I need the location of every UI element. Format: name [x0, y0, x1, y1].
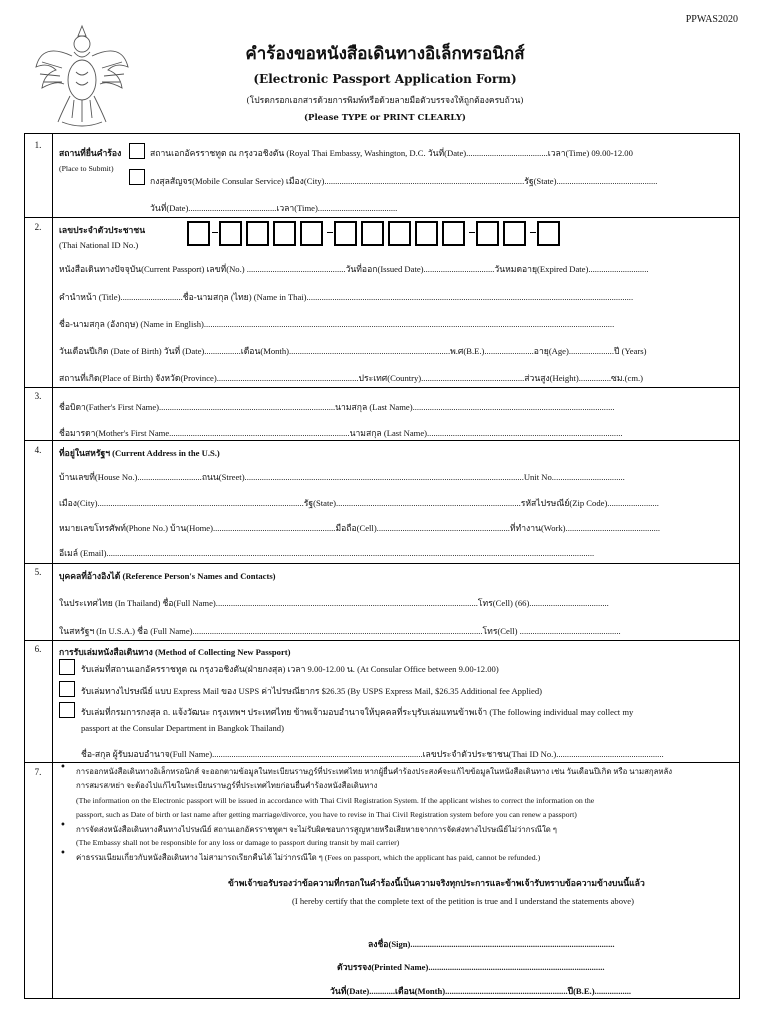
- id-digit-box[interactable]: [246, 221, 269, 246]
- mobile-consular-date-time[interactable]: วันที่(Date).........................................เวลา(Time).....................................: [150, 203, 398, 213]
- form-title-english: (Electronic Passport Application Form): [253, 72, 517, 86]
- bangkok-pickup-option-cont: passport at the Consular Department in Bangkok Thailand): [81, 723, 284, 733]
- father-name-field[interactable]: ชื่อบิดา(Father's First Name)..................................................................................นามสกุล (Last Name)..............................................................................................: [59, 402, 615, 412]
- note-2-english: (The Embassy shall not be responsible for any loss or damage to passport during transit by mail carrier): [76, 838, 400, 847]
- city-state-zip-field[interactable]: เมือง(City)................................................................................................รัฐ(State)......................................................................................รหัสไปรษณีย์(Zip Code)........................: [59, 498, 659, 508]
- instruction-thai: (โปรดกรอกเอกสารด้วยการพิมพ์หรือด้วยลายมือตัวบรรจงให้ถูกต้องครบถ้วน): [246, 96, 524, 106]
- note-3: ค่าธรรมเนียมเกี่ยวกับหนังสือเดินทาง ไม่สามารถเรียกคืนได้ ไม่ว่ากรณีใด ๆ (Fees on passport, which the applicant has paid, cannot be refunded.): [76, 853, 541, 862]
- date-of-birth-field[interactable]: วันเดือนปีเกิด (Date of Birth) วันที่ (Date).................เดือน(Month)...........................................................................พ.ศ(B.E.).......................อายุ(Age).....................ปี (Years): [59, 346, 647, 356]
- phone-field[interactable]: หมายเลขโทรศัพท์(Phone No.) บ้าน(Home).........................................................มือถือ(Cell)..............................................................ที่ทำงาน(Work)............................................: [59, 523, 661, 533]
- section-3-number: 3.: [34, 391, 42, 401]
- id-digit-box[interactable]: [442, 221, 465, 246]
- id-digit-box[interactable]: [388, 221, 411, 246]
- id-digit-box[interactable]: [537, 221, 560, 246]
- id-separator: [327, 232, 333, 233]
- row-divider: [24, 563, 740, 564]
- signature-field[interactable]: ลงชื่อ(Sign)...............................................................................................: [368, 939, 615, 949]
- note-1-english: (The information on the Electronic passport will be issued in accordance with Thai Civil Registration System. If the applicant wishes to correct the information on the: [76, 796, 595, 805]
- place-to-submit-label-en: (Place to Submit): [59, 164, 114, 173]
- note-1-english-cont: passport, such as Date of birth or last name after getting marriage/divorce, you have to revise in Thai Civil Registration system before you can renew a passport): [76, 810, 577, 819]
- usps-mail-option: รับเล่มทางไปรษณีย์ แบบ Express Mail ของ USPS ค่าไปรษณียากร $26.35 (By USPS Express Mail, $26.35 Additional fee Applied): [81, 686, 543, 696]
- section-4-number: 4.: [34, 445, 42, 455]
- row-divider: [24, 640, 740, 641]
- embassy-checkbox[interactable]: [129, 143, 145, 159]
- id-digit-box[interactable]: [219, 221, 242, 246]
- reference-thailand-field[interactable]: ในประเทศไทย (In Thailand) ชื่อ(Full Name)..........................................................................................................................โทร(Cell) (66).....................................: [59, 598, 609, 608]
- title-name-thai-field[interactable]: คำนำหน้า (Title).............................ชื่อ-นามสกุล (ไทย) (Name in Thai)........................................................................................................................................................: [59, 292, 634, 302]
- current-passport-field[interactable]: หนังสือเดินทางปัจจุบัน(Current Passport) เลขที่(No.) ..............................................วันที่ออก(Issued Date).................................วันหมดอายุ(Expired Date)............................: [59, 264, 649, 274]
- mobile-consular-option[interactable]: กงสุลสัญจร(Mobile Consular Service) เมือง(City).............................................................................................รัฐ(State)...............................................: [150, 176, 658, 186]
- address-heading: ที่อยู่ในสหรัฐฯ (Current Address in the U.S.): [59, 448, 220, 458]
- note-1-thai: การออกหนังสือเดินทางอิเล็กทรอนิกส์ จะออกตามข้อมูลในทะเบียนราษฎร์ที่ประเทศไทย หากผู้ยื่นคำร้องประสงค์จะแก้ไขข้อมูลในหนังสือเดินทาง เช่น วันเดือนปีเกิด หรือ นามสกุลหลัง: [76, 767, 673, 776]
- section-5-number: 5.: [34, 567, 42, 577]
- bullet-icon: •: [60, 762, 66, 773]
- collection-method-heading: การรับเล่มหนังสือเดินทาง (Method of Collecting New Passport): [59, 647, 291, 657]
- mother-name-field[interactable]: ชื่อมารดา(Mother's First Name....................................................................................นามสกุล (Last Name)...........................................................................................: [59, 428, 623, 438]
- number-column-divider: [52, 133, 53, 999]
- row-divider: [24, 440, 740, 441]
- form-title-thai: คำร้องขอหนังสือเดินทางอิเล็กทรอนิกส์: [245, 44, 525, 64]
- section-2-number: 2.: [34, 222, 42, 232]
- row-divider: [24, 217, 740, 218]
- instruction-english: (Please TYPE or PRINT CLEARLY): [304, 113, 466, 123]
- id-digit-box[interactable]: [273, 221, 296, 246]
- bullet-icon: •: [60, 820, 66, 831]
- place-of-birth-field[interactable]: สถานที่เกิด(Place of Birth) จังหวัด(Province)..................................................................ประเทศ(Country)................................................ส่วนสูง(Height)...............ซม.(cm.): [59, 373, 644, 383]
- bullet-icon: •: [60, 848, 66, 859]
- id-digit-box[interactable]: [334, 221, 357, 246]
- form-code: PPWAS2020: [685, 14, 738, 25]
- place-to-submit-label: สถานที่ยื่นคำร้อง: [59, 148, 122, 158]
- id-digit-box[interactable]: [476, 221, 499, 246]
- note-1-thai-cont: การสมรส/หย่า จะต้องไปแก้ไขในทะเบียนราษฎร์ที่ประเทศไทยก่อนยื่นคำร้องหนังสือเดินทาง: [76, 781, 378, 790]
- bangkok-pickup-checkbox[interactable]: [59, 702, 75, 718]
- bangkok-pickup-option: รับเล่มที่กรมการกงสุล ถ. แจ้งวัฒนะ กรุงเทพฯ ประเทศไทย ข้าพเจ้ามอบอำนาจให้บุคคลที่ระบุรับเล่มแทนข้าพเจ้า (The following individual may collect my: [81, 707, 634, 717]
- row-divider: [24, 762, 740, 763]
- name-english-field[interactable]: ชื่อ-นามสกุล (อังกฤษ) (Name in English)...............................................................................................................................................................................................: [59, 319, 615, 329]
- section-1-number: 1.: [34, 140, 42, 150]
- note-2-thai: การจัดส่งหนังสือเดินทางคืนทางไปรษณีย์ สถานเอกอัครราชทูตฯ จะไม่รับผิดชอบการสูญหายหรือเสียหายจากการจัดส่งทางไปรษณีย์ไม่ว่ากรณีใด ๆ: [76, 825, 557, 834]
- certification-english: (I hereby certify that the complete text of the petition is true and I understand the statements above): [292, 896, 634, 906]
- pickup-embassy-option: รับเล่มที่สถานเอกอัครราชทูต ณ กรุงวอชิงตัน(ฝ่ายกงสุล) เวลา 9.00-12.00 น. (At Consular Office between 9.00-12.00): [81, 664, 499, 674]
- id-digit-box[interactable]: [415, 221, 438, 246]
- authorized-person-field[interactable]: ชื่อ-สกุล ผู้รับมอบอำนาจ(Full Name)..................................................................................................เลขประจำตัวประชาชน(Thai ID No.)..................................................: [81, 749, 664, 759]
- row-divider: [24, 387, 740, 388]
- section-6-number: 6.: [34, 644, 42, 654]
- reference-heading: บุคคลที่อ้างอิงได้ (Reference Person's Names and Contacts): [59, 571, 276, 581]
- reference-usa-field[interactable]: ในสหรัฐฯ (In U.S.A.) ชื่อ (Full Name).......................................................................................................................................โทร(Cell) ...............................................: [59, 626, 621, 636]
- certification-thai: ข้าพเจ้าขอรับรองว่าข้อความที่กรอกในคำร้องนี้เป็นความจริงทุกประการและข้าพเจ้ารับทราบข้อความข้างบนนี้แล้ว: [228, 878, 645, 888]
- thai-id-label: เลขประจำตัวประชาชน: [59, 225, 146, 235]
- id-separator: [530, 232, 536, 233]
- id-digit-box[interactable]: [187, 221, 210, 246]
- usps-mail-checkbox[interactable]: [59, 681, 75, 697]
- signature-date-field[interactable]: วันที่(Date)............เดือน(Month).........................................................ปี(B.E.).................: [330, 986, 632, 996]
- id-digit-box[interactable]: [503, 221, 526, 246]
- email-field[interactable]: อีเมล์ (Email)...................................................................................................................................................................................................................................: [59, 548, 595, 558]
- id-separator: [469, 232, 475, 233]
- thai-id-label-en: (Thai National ID No.): [59, 240, 139, 250]
- mobile-consular-checkbox[interactable]: [129, 169, 145, 185]
- id-separator: [212, 232, 218, 233]
- embassy-option: สถานเอกอัครราชทูต ณ กรุงวอชิงตัน (Royal Thai Embassy, Washington, D.C. วันที่(Date)......................................เวลา(Time) 09.00-12.00: [150, 148, 633, 158]
- id-digit-box[interactable]: [300, 221, 323, 246]
- printed-name-field[interactable]: ตัวบรรจง(Printed Name)..................................................................................: [337, 962, 605, 972]
- pickup-embassy-checkbox[interactable]: [59, 659, 75, 675]
- id-digit-box[interactable]: [361, 221, 384, 246]
- section-7-number: 7.: [34, 767, 42, 777]
- house-street-field[interactable]: บ้านเลขที่(House No.)..............................ถนน(Street)..................................................................................................................................Unit No..................................: [59, 472, 625, 482]
